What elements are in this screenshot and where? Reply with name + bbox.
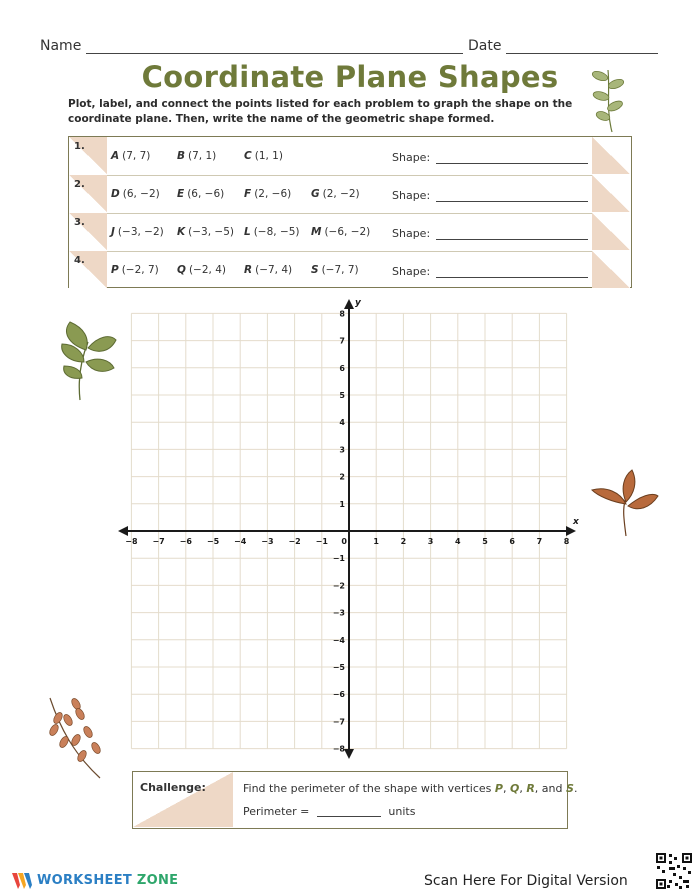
x-tick-label: −4 — [234, 537, 247, 546]
vertex-r: R — [526, 782, 535, 795]
leaf-sprig-icon — [591, 70, 625, 132]
x-tick-label: 8 — [563, 537, 570, 546]
y-tick-label: 2 — [339, 472, 345, 482]
vertex-p: P — [494, 782, 503, 795]
point-r: R (−7, 4) — [244, 264, 293, 276]
x-axis-left-arrow-icon — [118, 526, 128, 536]
page-title: Coordinate Plane Shapes — [141, 60, 559, 94]
shape-label: Shape: — [392, 189, 431, 202]
x-axis-label: x — [573, 517, 579, 527]
y-tick-label: 5 — [339, 391, 345, 400]
x-tick-label: 6 — [509, 537, 515, 546]
perimeter-units: units — [388, 805, 416, 818]
y-tick-label: −5 — [332, 663, 345, 672]
x-tick-label: 7 — [536, 537, 543, 546]
point-g: G (2, −2) — [311, 188, 360, 200]
worksheetzone-logo-icon — [12, 871, 34, 891]
point-s: S (−7, 7) — [311, 264, 359, 276]
y-tick-label: −8 — [332, 744, 345, 754]
perimeter-label: Perimeter = — [243, 805, 310, 818]
y-tick-label: 1 — [339, 499, 345, 509]
x-tick-label: −2 — [288, 537, 301, 546]
x-tick-label: 4 — [455, 537, 461, 546]
shape-label: Shape: — [392, 151, 431, 164]
y-axis-up-arrow-icon — [344, 299, 354, 309]
x-tick-label: −7 — [152, 537, 165, 546]
autumn-leaves-icon — [592, 470, 658, 536]
perimeter-row — [243, 805, 415, 818]
challenge-question: Find the perimeter of the shape with vertices P, Q, R, and S. — [243, 782, 578, 795]
vertex-s: S — [566, 782, 574, 795]
y-tick-label: −6 — [332, 690, 345, 700]
x-tick-label: −1 — [315, 537, 328, 546]
x-tick-label: −5 — [206, 537, 220, 546]
point-q: Q (−2, 4) — [177, 264, 226, 276]
y-tick-label: −4 — [332, 635, 345, 645]
y-tick-label: 3 — [339, 445, 345, 455]
name-label: Name — [40, 38, 82, 54]
scan-text: Scan Here For Digital Version — [424, 873, 628, 889]
y-tick-label: 6 — [339, 363, 345, 373]
y-tick-label: 4 — [339, 418, 345, 428]
y-tick-label: −2 — [332, 581, 345, 591]
y-axis-down-arrow-icon — [344, 749, 354, 759]
point-f: F (2, −6) — [244, 188, 292, 200]
axes — [118, 298, 580, 759]
olive-leaves-icon — [62, 322, 116, 400]
point-e: E (6, −6) — [177, 188, 225, 200]
x-tick-label: −8 — [125, 537, 138, 546]
x-tick-label: −3 — [261, 537, 274, 546]
instructions: Plot, label, and connect the points listed for each problem to graph the shape on the coordinate plane. Then, write the name of the geometric shape formed. — [68, 98, 573, 125]
point-l: L (−8, −5) — [244, 226, 300, 238]
point-b: B (7, 1) — [177, 150, 217, 162]
qr-code-icon[interactable] — [655, 852, 693, 890]
challenge-box — [132, 771, 578, 829]
perimeter-answer-field[interactable] — [317, 816, 381, 817]
x-tick-label: 0 — [341, 537, 347, 546]
berry-branch-icon — [48, 697, 102, 778]
problem-number: 3. — [74, 217, 85, 228]
y-tick-label: 7 — [339, 336, 345, 346]
x-tick-label: 1 — [373, 537, 379, 546]
point-c: C (1, 1) — [244, 150, 283, 162]
y-tick-label: −7 — [332, 717, 345, 727]
point-k: K (−3, −5) — [177, 226, 234, 238]
challenge-label: Challenge: — [140, 781, 206, 794]
y-tick-label: 8 — [339, 309, 345, 319]
y-axis-label: y — [355, 298, 361, 308]
date-label: Date — [468, 38, 502, 54]
challenge-label-cell — [133, 772, 233, 827]
logo-text: WORKSHEET ZONE — [37, 873, 179, 888]
y-tick-label: −1 — [332, 554, 345, 564]
point-j: J (−3, −2) — [111, 226, 164, 238]
x-tick-label: −6 — [179, 537, 192, 546]
x-axis-right-arrow-icon — [566, 526, 576, 536]
x-tick-label: 2 — [400, 537, 407, 546]
y-tick-label: −3 — [332, 608, 345, 618]
problem-number: 1. — [74, 141, 85, 152]
point-p: P (−2, 7) — [111, 264, 159, 276]
point-d: D (6, −2) — [111, 188, 160, 200]
x-tick-label: 5 — [482, 537, 488, 546]
vertex-q: Q — [509, 782, 520, 795]
problem-number: 4. — [74, 255, 85, 266]
x-tick-label: 3 — [427, 537, 434, 546]
shape-label: Shape: — [392, 265, 431, 278]
shape-label: Shape: — [392, 227, 431, 240]
point-a: A (7, 7) — [111, 150, 151, 162]
problem-number: 2. — [74, 179, 85, 190]
point-m: M (−6, −2) — [311, 226, 371, 238]
